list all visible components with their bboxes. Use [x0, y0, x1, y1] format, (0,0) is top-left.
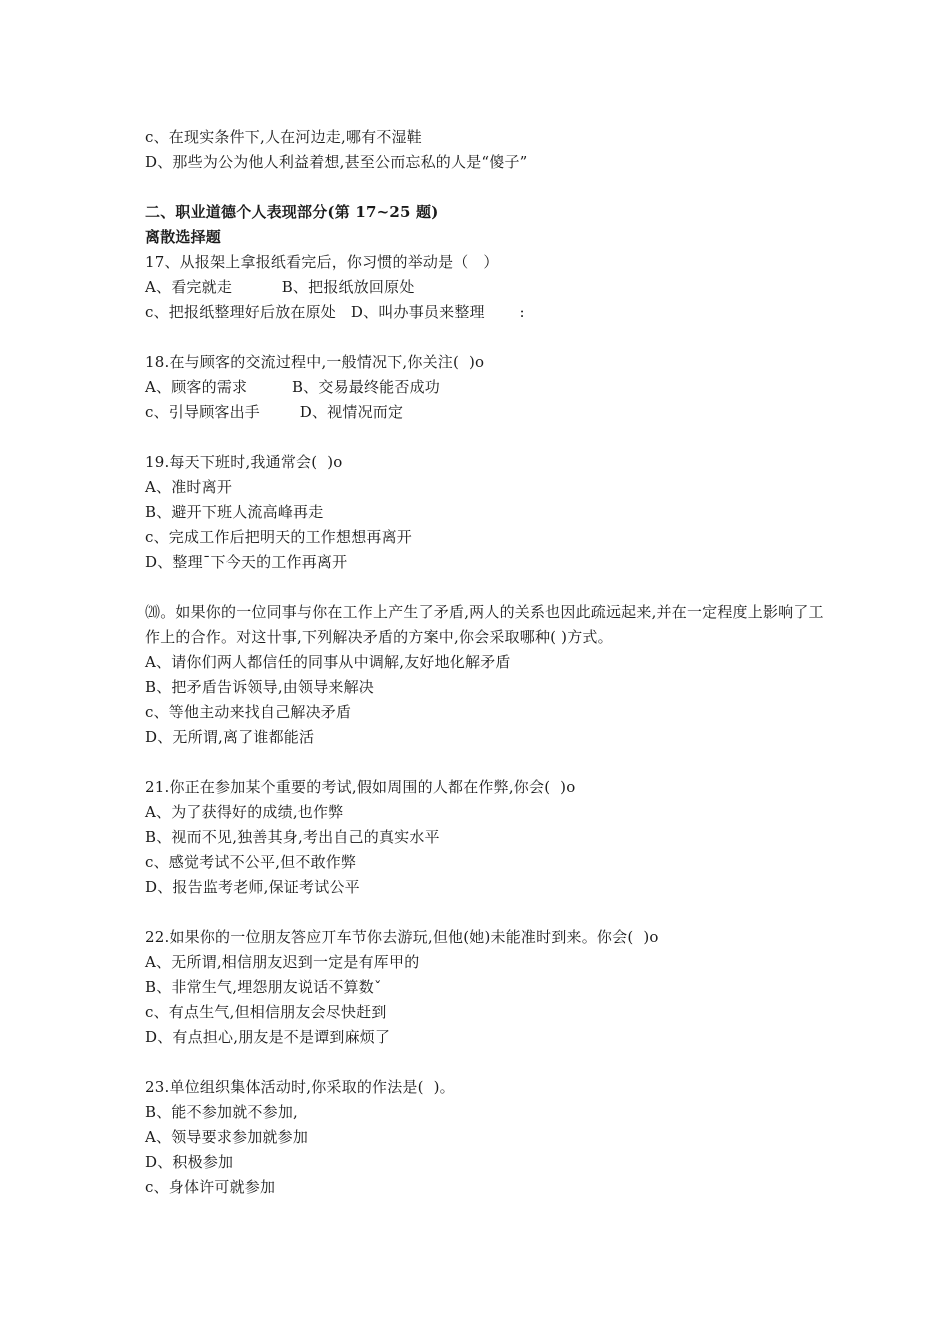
option-line: D、无所谓,离了谁都能活 [145, 728, 315, 746]
question-19 [145, 450, 825, 575]
option-line: D、有点担心,朋友是不是谭到麻烦了 [145, 1028, 391, 1046]
question-stem: 23.单位组织集体活动时,你采取的作法是( )。 [145, 1078, 455, 1096]
option-line: A、请你们两人都信任的同事从中调解,友好地化解矛盾 [145, 653, 511, 671]
section-title: 二、职业道德个人表现部分(第 17~25 题) [145, 203, 439, 221]
option-line: A、无所谓,相信朋友迟到一定是有厍甲的 [145, 953, 420, 971]
option-line: c、有点生气,但相信朋友会尽快赶到 [145, 1003, 387, 1021]
option-line: B、能不参加就不参加, [145, 1103, 298, 1121]
option-line: D、那些为公为他人利益着想,甚至公而忘私的人是“傻子” [145, 153, 528, 171]
question-stem: 21.你正在参加某个重要的考试,假如周围的人都在作弊,你会( )o [145, 778, 576, 796]
question-17 [145, 250, 825, 325]
option-line: c、等他主动来找自己解决矛盾 [145, 703, 352, 721]
question-stem: 17、从报架上拿报纸看完后，你习惯的举动是（ ） [145, 253, 499, 271]
option-line: A、顾客的需求 B、交易最终能否成功 [145, 378, 440, 396]
section-subtitle: 离散选择题 [145, 228, 222, 246]
option-line: c、身体许可就参加 [145, 1178, 276, 1196]
option-line: c、把报纸整理好后放在原处 D、叫办事员来整理 : [145, 303, 525, 321]
question-stem: 19.每天下班时,我通常会( )o [145, 453, 343, 471]
option-line: B、把矛盾告诉领导,由领导来解决 [145, 678, 374, 696]
option-line: B、视而不见,独善其身,考出自己的真实水平 [145, 828, 440, 846]
question-23 [145, 1075, 825, 1200]
question-18 [145, 350, 825, 425]
option-line: A、为了获得好的成绩,也作弊 [145, 803, 344, 821]
option-line: A、准时离开 [145, 478, 233, 496]
question-stem: 22.如果你的一位朋友答应丌车节你去游玩,但他(她)未能准时到来。你会( )o [145, 928, 659, 946]
question-22 [145, 925, 825, 1050]
option-line: D、积极参加 [145, 1153, 234, 1171]
option-line: A、看完就走 B、把报纸放回原处 [145, 278, 415, 296]
option-line: A、领导要求参加就参加 [145, 1128, 309, 1146]
option-line: c、完成工作后把明天的工作想想再离开 [145, 528, 413, 546]
question-stem: 18.在与顾客的交流过程中,一般情况下,你关注( )o [145, 353, 485, 371]
option-line: c、感觉考试不公平,但不敢作弊 [145, 853, 357, 871]
document-page [145, 125, 825, 1200]
option-line: D、报告监考老师,保证考试公平 [145, 878, 360, 896]
question-stem: ⒇。如果你的一位同事与你在工作上产生了矛盾,两人的关系也因此疏远起来,并在一定程度上影响了工作上的合作。对这卄事,下列解决矛盾的方案中,你会采取哪种( )方式。 [145, 603, 824, 646]
option-line: B、避开下班人流高峰再走 [145, 503, 324, 521]
option-line: D、整理ˉ下今天的工作再离开 [145, 553, 348, 571]
option-line: c、引导顾客出手 D、视情况而定 [145, 403, 404, 421]
question-21 [145, 775, 825, 900]
option-line: c、在现实条件下,人在河边走,哪有不湿鞋 [145, 128, 422, 146]
option-line: B、非常生气,埋怨朋友说话不算数ˇ [145, 978, 382, 996]
question-20 [145, 600, 825, 750]
